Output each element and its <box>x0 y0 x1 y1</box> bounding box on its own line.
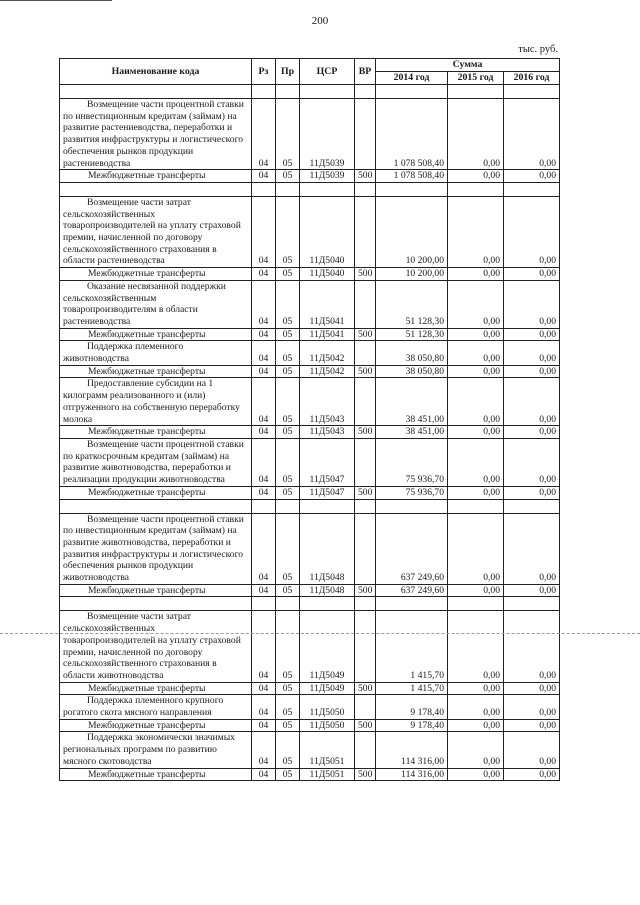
spacer-cell <box>376 597 448 611</box>
header-sum: Сумма <box>376 59 560 72</box>
cell-2014: 1 078 508,40 <box>376 170 448 183</box>
cell-pr: 05 <box>276 170 300 183</box>
cell-2016: 0,00 <box>504 611 560 682</box>
cell-name: Межбюджетные трансферты <box>60 486 252 499</box>
cell-vr: 500 <box>355 719 376 732</box>
cell-2015: 0,00 <box>448 682 504 695</box>
transfer-row <box>60 768 560 781</box>
transfer-row <box>60 365 560 378</box>
cell-vr <box>355 438 376 486</box>
spacer-cell <box>300 85 355 99</box>
cell-2014: 38 050,80 <box>376 365 448 378</box>
cell-vr <box>355 196 376 267</box>
scan-artifact-line <box>0 633 640 634</box>
cell-vr <box>355 732 376 768</box>
cell-2016: 0,00 <box>504 695 560 719</box>
spacer-cell <box>276 499 300 513</box>
cell-pr: 05 <box>276 695 300 719</box>
cell-csr: 11Д5051 <box>300 732 355 768</box>
cell-2016: 0,00 <box>504 513 560 584</box>
cell-csr: 11Д5049 <box>300 611 355 682</box>
header-year-2016: 2016 год <box>504 72 560 85</box>
cell-2015: 0,00 <box>448 732 504 768</box>
spacer-cell <box>355 499 376 513</box>
cell-pr: 05 <box>276 732 300 768</box>
cell-vr <box>355 99 376 170</box>
cell-2014: 1 078 508,40 <box>376 99 448 170</box>
cell-pr: 05 <box>276 328 300 341</box>
spacer-cell <box>448 499 504 513</box>
transfer-row <box>60 584 560 597</box>
item-row <box>60 378 560 426</box>
cell-rz: 04 <box>252 328 276 341</box>
spacer-cell <box>448 85 504 99</box>
spacer-cell <box>504 85 560 99</box>
table-body <box>60 85 560 781</box>
transfer-row <box>60 682 560 695</box>
spacer-cell <box>448 182 504 196</box>
spacer-row <box>60 597 560 611</box>
transfer-row <box>60 328 560 341</box>
cell-name: Поддержка экономически значимых региональных программ по развитию мясного скотоводства <box>60 732 252 768</box>
cell-csr: 11Д5042 <box>300 365 355 378</box>
cell-name: Межбюджетные трансферты <box>60 682 252 695</box>
cell-2015: 0,00 <box>448 99 504 170</box>
cell-rz: 04 <box>252 280 276 328</box>
cell-2015: 0,00 <box>448 768 504 781</box>
transfer-row <box>60 719 560 732</box>
item-row <box>60 732 560 768</box>
cell-pr: 05 <box>276 99 300 170</box>
cell-rz: 04 <box>252 513 276 584</box>
cell-vr <box>355 341 376 365</box>
item-row <box>60 438 560 486</box>
cell-vr: 500 <box>355 584 376 597</box>
cell-csr: 11Д5050 <box>300 695 355 719</box>
cell-2016: 0,00 <box>504 170 560 183</box>
cell-rz: 04 <box>252 341 276 365</box>
spacer-row <box>60 182 560 196</box>
cell-2014: 38 050,80 <box>376 341 448 365</box>
cell-2014: 75 936,70 <box>376 486 448 499</box>
cell-2014: 75 936,70 <box>376 438 448 486</box>
cell-2015: 0,00 <box>448 611 504 682</box>
cell-csr: 11Д5048 <box>300 513 355 584</box>
cell-name: Межбюджетные трансферты <box>60 768 252 781</box>
cell-pr: 05 <box>276 486 300 499</box>
spacer-cell <box>252 499 276 513</box>
cell-name: Возмещение части процентной ставки по краткосрочным кредитам (займам) на развитие животноводства, переработки и реализации продукции животноводства <box>60 438 252 486</box>
spacer-cell <box>448 597 504 611</box>
cell-rz: 04 <box>252 438 276 486</box>
cell-2015: 0,00 <box>448 438 504 486</box>
cell-name: Межбюджетные трансферты <box>60 328 252 341</box>
cell-vr: 500 <box>355 426 376 439</box>
cell-2015: 0,00 <box>448 719 504 732</box>
cell-2015: 0,00 <box>448 365 504 378</box>
cell-2016: 0,00 <box>504 341 560 365</box>
page-number: 200 <box>311 15 329 27</box>
cell-rz: 04 <box>252 682 276 695</box>
cell-pr: 05 <box>276 365 300 378</box>
cell-2016: 0,00 <box>504 378 560 426</box>
spacer-cell <box>252 182 276 196</box>
scan-edge-mark <box>0 0 112 1</box>
spacer-cell <box>60 499 252 513</box>
cell-2016: 0,00 <box>504 426 560 439</box>
cell-rz: 04 <box>252 695 276 719</box>
cell-vr: 500 <box>355 268 376 281</box>
cell-2014: 1 415,70 <box>376 611 448 682</box>
cell-name: Возмещение части процентной ставки по инвестиционным кредитам (займам) на развитие животноводства, переработки и развития инфраструктуры и логистического обеспечения рынков продукции животноводства <box>60 513 252 584</box>
cell-pr: 05 <box>276 280 300 328</box>
cell-2014: 9 178,40 <box>376 719 448 732</box>
spacer-row <box>60 499 560 513</box>
header-rz: Рз <box>252 59 276 85</box>
cell-rz: 04 <box>252 268 276 281</box>
header-vr: ВР <box>355 59 376 85</box>
cell-2014: 1 415,70 <box>376 682 448 695</box>
cell-vr <box>355 280 376 328</box>
cell-vr <box>355 513 376 584</box>
cell-rz: 04 <box>252 378 276 426</box>
cell-name: Возмещение части затрат сельскохозяйственных товаропроизводителей на уплату страховой премии, начисленной по договору сельскохозяйственного страхования в области животноводства <box>60 611 252 682</box>
cell-name: Предоставление субсидии на 1 килограмм реализованного и (или) отгруженного на собственную переработку молока <box>60 378 252 426</box>
header-name: Наименование кода <box>60 59 252 85</box>
cell-csr: 11Д5041 <box>300 328 355 341</box>
spacer-cell <box>276 85 300 99</box>
spacer-cell <box>504 182 560 196</box>
cell-2014: 637 249,60 <box>376 584 448 597</box>
spacer-cell <box>355 597 376 611</box>
cell-csr: 11Д5039 <box>300 170 355 183</box>
cell-2014: 38 451,00 <box>376 378 448 426</box>
cell-2015: 0,00 <box>448 280 504 328</box>
cell-pr: 05 <box>276 682 300 695</box>
item-row <box>60 513 560 584</box>
cell-rz: 04 <box>252 611 276 682</box>
item-row <box>60 280 560 328</box>
units-label: тыс. руб. <box>518 44 558 55</box>
cell-pr: 05 <box>276 611 300 682</box>
spacer-cell <box>504 597 560 611</box>
cell-vr: 500 <box>355 486 376 499</box>
header-year-2014: 2014 год <box>376 72 448 85</box>
cell-2016: 0,00 <box>504 584 560 597</box>
cell-2015: 0,00 <box>448 486 504 499</box>
spacer-cell <box>355 85 376 99</box>
cell-2016: 0,00 <box>504 328 560 341</box>
spacer-cell <box>504 499 560 513</box>
cell-2015: 0,00 <box>448 268 504 281</box>
cell-vr: 500 <box>355 682 376 695</box>
spacer-cell <box>276 597 300 611</box>
cell-2016: 0,00 <box>504 486 560 499</box>
cell-name: Межбюджетные трансферты <box>60 584 252 597</box>
cell-rz: 04 <box>252 99 276 170</box>
cell-2015: 0,00 <box>448 695 504 719</box>
cell-rz: 04 <box>252 584 276 597</box>
cell-csr: 11Д5050 <box>300 719 355 732</box>
cell-name: Поддержка племенного крупного рогатого скота мясного направления <box>60 695 252 719</box>
cell-rz: 04 <box>252 486 276 499</box>
spacer-cell <box>252 85 276 99</box>
cell-2016: 0,00 <box>504 99 560 170</box>
cell-csr: 11Д5040 <box>300 196 355 267</box>
cell-vr: 500 <box>355 768 376 781</box>
cell-name: Межбюджетные трансферты <box>60 268 252 281</box>
cell-name: Возмещение части процентной ставки по инвестиционным кредитам (займам) на развитие растениеводства, переработки и развития инфраструктуры и логистического обеспечения рынков продукции растениеводства <box>60 99 252 170</box>
cell-name: Межбюджетные трансферты <box>60 426 252 439</box>
item-row <box>60 196 560 267</box>
cell-2015: 0,00 <box>448 170 504 183</box>
cell-rz: 04 <box>252 768 276 781</box>
cell-pr: 05 <box>276 513 300 584</box>
cell-csr: 11Д5041 <box>300 280 355 328</box>
cell-csr: 11Д5049 <box>300 682 355 695</box>
cell-2016: 0,00 <box>504 268 560 281</box>
header-pr: Пр <box>276 59 300 85</box>
spacer-row <box>60 85 560 99</box>
cell-name: Межбюджетные трансферты <box>60 719 252 732</box>
cell-2014: 637 249,60 <box>376 513 448 584</box>
cell-rz: 04 <box>252 170 276 183</box>
cell-2016: 0,00 <box>504 732 560 768</box>
item-row <box>60 695 560 719</box>
spacer-cell <box>60 597 252 611</box>
spacer-cell <box>300 597 355 611</box>
cell-rz: 04 <box>252 426 276 439</box>
cell-vr: 500 <box>355 365 376 378</box>
transfer-row <box>60 170 560 183</box>
cell-csr: 11Д5048 <box>300 584 355 597</box>
cell-2014: 10 200,00 <box>376 268 448 281</box>
spacer-cell <box>355 182 376 196</box>
cell-csr: 11Д5043 <box>300 426 355 439</box>
cell-2016: 0,00 <box>504 768 560 781</box>
cell-name: Оказание несвязанной поддержки сельскохозяйственным товаропроизводителям в области растениеводства <box>60 280 252 328</box>
cell-csr: 11Д5039 <box>300 99 355 170</box>
cell-pr: 05 <box>276 719 300 732</box>
cell-csr: 11Д5047 <box>300 486 355 499</box>
spacer-cell <box>376 182 448 196</box>
transfer-row <box>60 426 560 439</box>
cell-name: Поддержка племенного животноводства <box>60 341 252 365</box>
cell-csr: 11Д5043 <box>300 378 355 426</box>
spacer-cell <box>60 85 252 99</box>
spacer-cell <box>252 597 276 611</box>
spacer-cell <box>376 499 448 513</box>
cell-csr: 11Д5040 <box>300 268 355 281</box>
cell-2016: 0,00 <box>504 280 560 328</box>
cell-csr: 11Д5047 <box>300 438 355 486</box>
cell-2014: 51 128,30 <box>376 280 448 328</box>
cell-2015: 0,00 <box>448 426 504 439</box>
transfer-row <box>60 486 560 499</box>
cell-pr: 05 <box>276 378 300 426</box>
cell-2014: 114 316,00 <box>376 768 448 781</box>
cell-2015: 0,00 <box>448 513 504 584</box>
cell-pr: 05 <box>276 268 300 281</box>
cell-rz: 04 <box>252 196 276 267</box>
cell-2016: 0,00 <box>504 719 560 732</box>
cell-2014: 38 451,00 <box>376 426 448 439</box>
header-csr: ЦСР <box>300 59 355 85</box>
cell-2016: 0,00 <box>504 438 560 486</box>
cell-2014: 10 200,00 <box>376 196 448 267</box>
spacer-cell <box>276 182 300 196</box>
cell-name: Межбюджетные трансферты <box>60 170 252 183</box>
spacer-cell <box>300 182 355 196</box>
cell-vr <box>355 378 376 426</box>
cell-rz: 04 <box>252 732 276 768</box>
cell-csr: 11Д5051 <box>300 768 355 781</box>
cell-vr <box>355 611 376 682</box>
cell-name: Возмещение части затрат сельскохозяйственных товаропроизводителей на уплату страховой премии, начисленной по договору сельскохозяйственного страхования в области растениеводства <box>60 196 252 267</box>
item-row <box>60 341 560 365</box>
cell-name: Межбюджетные трансферты <box>60 365 252 378</box>
cell-rz: 04 <box>252 365 276 378</box>
cell-rz: 04 <box>252 719 276 732</box>
item-row <box>60 611 560 682</box>
cell-pr: 05 <box>276 341 300 365</box>
cell-pr: 05 <box>276 426 300 439</box>
cell-2015: 0,00 <box>448 328 504 341</box>
spacer-cell <box>60 182 252 196</box>
cell-2016: 0,00 <box>504 682 560 695</box>
cell-2014: 51 128,30 <box>376 328 448 341</box>
cell-2016: 0,00 <box>504 365 560 378</box>
cell-pr: 05 <box>276 768 300 781</box>
cell-pr: 05 <box>276 438 300 486</box>
spacer-cell <box>376 85 448 99</box>
spacer-cell <box>300 499 355 513</box>
budget-table <box>59 58 560 781</box>
header-year-2015: 2015 год <box>448 72 504 85</box>
cell-2015: 0,00 <box>448 378 504 426</box>
cell-2015: 0,00 <box>448 584 504 597</box>
cell-2016: 0,00 <box>504 196 560 267</box>
cell-2015: 0,00 <box>448 341 504 365</box>
cell-2014: 114 316,00 <box>376 732 448 768</box>
cell-pr: 05 <box>276 584 300 597</box>
cell-2015: 0,00 <box>448 196 504 267</box>
cell-2014: 9 178,40 <box>376 695 448 719</box>
transfer-row <box>60 268 560 281</box>
cell-pr: 05 <box>276 196 300 267</box>
item-row <box>60 99 560 170</box>
cell-vr: 500 <box>355 328 376 341</box>
cell-vr: 500 <box>355 170 376 183</box>
cell-csr: 11Д5042 <box>300 341 355 365</box>
cell-vr <box>355 695 376 719</box>
